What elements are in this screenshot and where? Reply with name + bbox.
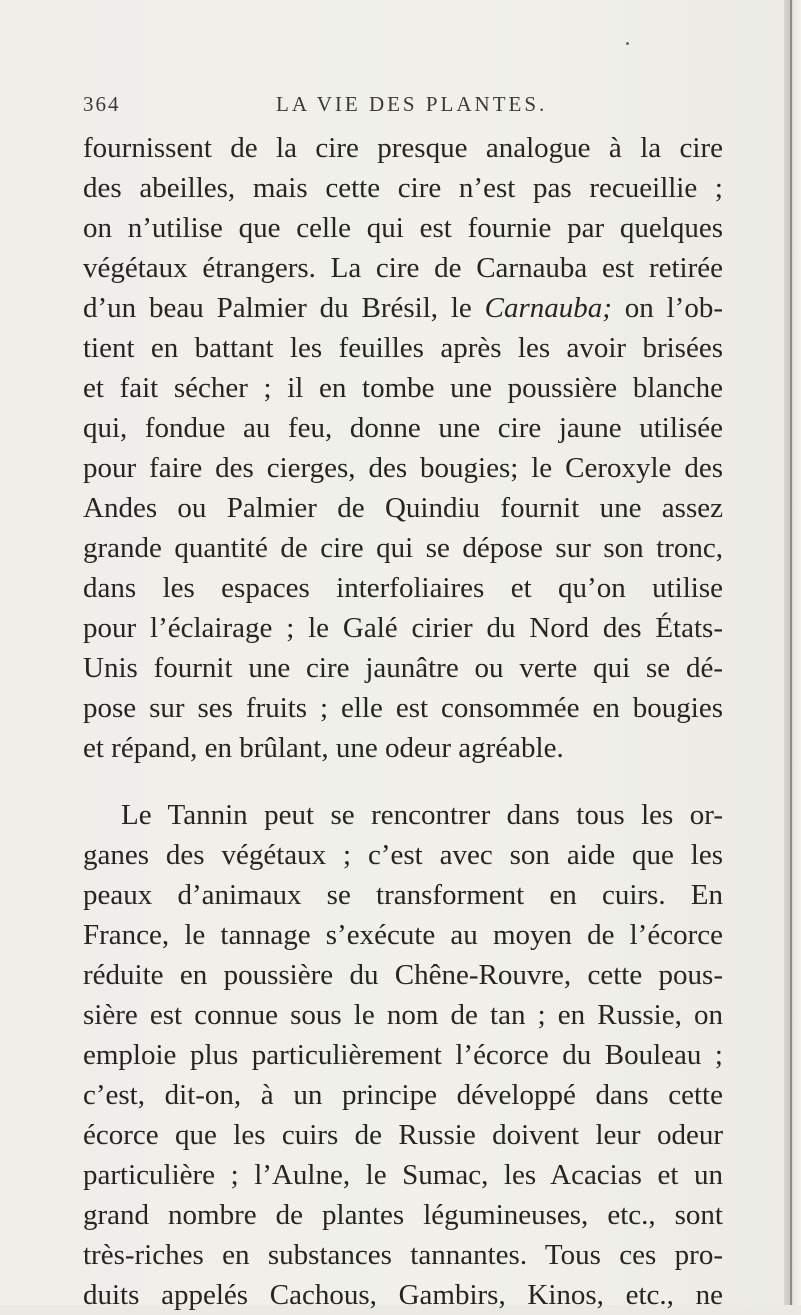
text-line: Unis fournit une cire jaunâtre ou verte qui se dé-	[83, 652, 723, 684]
text-line: grand nombre de plantes légumineuses, etc., sont	[83, 1199, 723, 1231]
text-line: très-riches en substances tannantes. Tous ces pro-	[83, 1239, 723, 1271]
text-line: végétaux étrangers. La cire de Carnauba est retirée	[83, 252, 723, 284]
text-line: pose sur ses fruits ; elle est consommée en bougies	[83, 692, 723, 724]
text-line: Le Tannin peut se rencontrer dans tous les or-	[121, 799, 723, 831]
text-line: on n’utilise que celle qui est fournie par quelques	[83, 212, 723, 244]
text-line: écorce que les cuirs de Russie doivent leur odeur	[83, 1119, 723, 1151]
text-line: ganes des végétaux ; c’est avec son aide que les	[83, 839, 723, 871]
text-line: et répand, en brûlant, une odeur agréable.	[83, 732, 564, 764]
text-line: particulière ; l’Aulne, le Sumac, les Acacias et un	[83, 1159, 723, 1191]
body-text	[83, 128, 723, 1315]
page-number: 364	[83, 92, 121, 116]
paragraph-wax	[83, 128, 723, 768]
paragraph-gap	[83, 768, 723, 795]
text-line: fournissent de la cire presque analogue à la cire	[83, 132, 723, 164]
text-line: pour l’éclairage ; le Galé cirier du Nord des États-	[83, 612, 723, 644]
text-line: et fait sécher ; il en tombe une poussière blanche	[83, 372, 723, 404]
text-line: peaux d’animaux se transforment en cuirs. En	[83, 879, 723, 911]
text-line: des abeilles, mais cette cire n’est pas recueillie ;	[83, 172, 723, 204]
binding-shadow-line	[790, 0, 792, 1305]
text-line: pour faire des cierges, des bougies; le Ceroxyle des	[83, 452, 723, 484]
text-run: on l’ob-	[611, 292, 723, 324]
ink-speck	[626, 42, 629, 45]
text-line: grande quantité de cire qui se dépose sur son tronc,	[83, 532, 723, 564]
page-binding-edge	[784, 0, 801, 1305]
text-line: dans les espaces interfoliaires et qu’on utilise	[83, 572, 723, 604]
text-run: d’un beau Palmier du Brésil, le	[83, 292, 485, 324]
italic-term: Carnauba;	[484, 292, 612, 324]
paragraph-tannin	[83, 795, 723, 1315]
text-line: duits appelés Cachous, Gambirs, Kinos, etc., ne	[83, 1279, 723, 1311]
text-line: réduite en poussière du Chêne-Rouvre, cette pous-	[83, 959, 723, 991]
text-line: c’est, dit-on, à un principe développé dans cette	[83, 1079, 723, 1111]
running-head	[83, 89, 723, 119]
text-line: Andes ou Palmier de Quindiu fournit une assez	[83, 492, 723, 524]
text-line: tient en battant les feuilles après les avoir brisées	[83, 332, 723, 364]
text-line: qui, fondue au feu, donne une cire jaune utilisée	[83, 412, 723, 444]
book-title: LA VIE DES PLANTES.	[276, 92, 548, 116]
text-line: emploie plus particulièrement l’écorce du Bouleau ;	[83, 1039, 723, 1071]
text-line: France, le tannage s’exécute au moyen de l’écorce	[83, 919, 723, 951]
text-line: sière est connue sous le nom de tan ; en Russie, on	[83, 999, 723, 1031]
text-line	[83, 288, 723, 328]
